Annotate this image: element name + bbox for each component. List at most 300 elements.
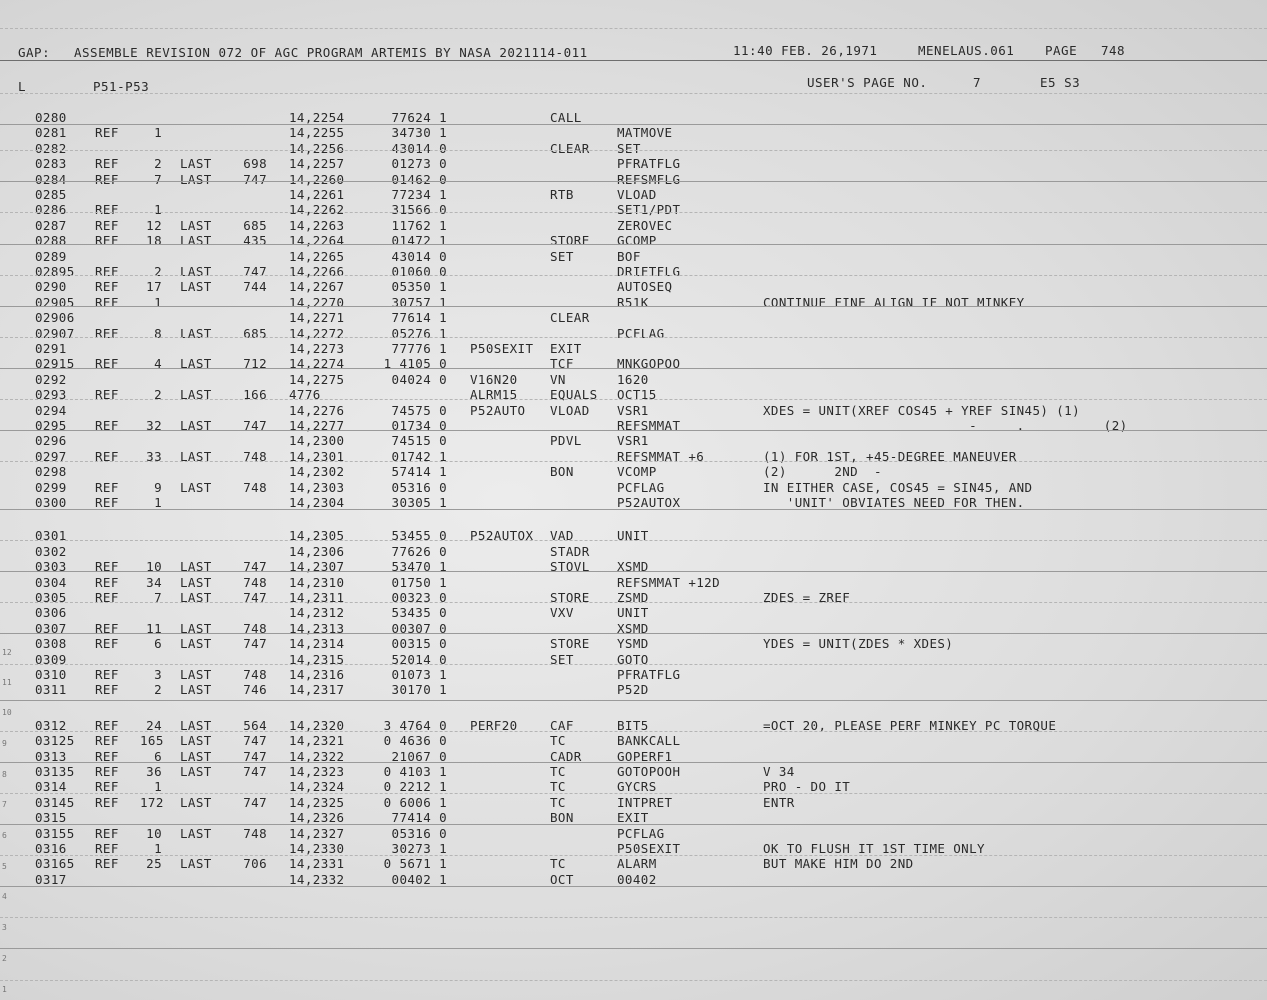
octal-code: 00315 0 [391, 636, 447, 652]
section-code: L [18, 79, 27, 94]
ref-count: 7 [154, 590, 162, 605]
operand: GYCRS [617, 779, 657, 795]
margin-mark: 12 [2, 648, 12, 657]
page-label: PAGE [1045, 43, 1078, 58]
address: 14,2266 [289, 264, 345, 279]
paper-rule [0, 28, 1267, 29]
paper-rule [0, 731, 1267, 732]
opcode: STORE [550, 233, 590, 249]
line-number: 0306 [35, 605, 67, 621]
last-label: LAST [180, 387, 212, 403]
octal-code: 01060 0 [391, 264, 447, 279]
line-number: 0291 [35, 341, 67, 356]
octal-code: 77414 0 [391, 810, 447, 826]
margin-mark: 9 [2, 739, 7, 748]
ref-label: REF [95, 171, 119, 187]
listing-row [0, 310, 1267, 326]
paper-rule [0, 430, 1267, 431]
operand: 00402 [617, 871, 657, 887]
last-page: 747 [243, 171, 267, 187]
operand: AUTOSEQ [617, 279, 673, 295]
last-label: LAST [180, 325, 212, 341]
operand: GOTOPOOH [617, 764, 681, 779]
line-number: 0304 [35, 574, 67, 590]
operand: P52D [617, 682, 649, 698]
paper-rule [0, 700, 1267, 701]
ref-count: 8 [154, 325, 162, 341]
address: 14,2317 [289, 682, 345, 698]
line-number: 0294 [35, 402, 67, 418]
last-page: 748 [243, 825, 267, 841]
octal-code: 0 4103 1 [383, 764, 447, 779]
line-number: 0293 [35, 387, 67, 403]
paper-rule [0, 181, 1267, 182]
octal-code: 52014 0 [391, 651, 447, 667]
ref-count: 2 [154, 156, 162, 172]
address: 14,2273 [289, 341, 345, 356]
address: 14,2311 [289, 590, 345, 605]
header-rule [0, 60, 1267, 61]
line-number: 0284 [35, 171, 67, 187]
last-page: 748 [243, 479, 267, 495]
last-label: LAST [180, 590, 212, 605]
octal-code: 21067 0 [391, 748, 447, 764]
ref-label: REF [95, 841, 119, 856]
section-name: P51-P53 [93, 79, 150, 94]
ref-count: 1 [154, 779, 162, 795]
octal-code: 30273 1 [391, 841, 447, 856]
address: 14,2254 [289, 110, 345, 125]
margin-mark: 7 [2, 800, 7, 809]
octal-code: 0 6006 1 [383, 794, 447, 810]
ref-count: 1 [154, 294, 162, 310]
line-number: 0299 [35, 479, 67, 495]
opcode: BON [550, 810, 574, 826]
last-page: 747 [243, 794, 267, 810]
opcode: RTB [550, 187, 574, 202]
address: 14,2320 [289, 717, 345, 733]
listing-row [0, 636, 1267, 652]
symbol-label: ALRM15 [470, 387, 518, 403]
comment: - . (2) [763, 418, 1128, 433]
paper-rule [0, 306, 1267, 307]
operand: REFSMFLG [617, 171, 681, 187]
octal-code: 0 5671 1 [383, 856, 447, 872]
line-number: 02905 [35, 294, 75, 310]
ref-count: 6 [154, 748, 162, 764]
paper-rule [0, 824, 1267, 825]
line-number: 0287 [35, 217, 67, 233]
opcode: SET [550, 651, 574, 667]
listing-row [0, 528, 1267, 544]
operand: MNKGOPOO [617, 356, 681, 372]
paper-rule [0, 917, 1267, 918]
last-page: 747 [243, 264, 267, 279]
operand: XSMD [617, 620, 649, 636]
address: 14,2315 [289, 651, 345, 667]
listing-row [0, 187, 1267, 203]
octal-code: 31566 0 [391, 202, 447, 218]
octal-code: 01734 0 [391, 418, 447, 433]
line-number: 0286 [35, 202, 67, 218]
line-number: 0289 [35, 248, 67, 264]
paper-rule [0, 244, 1267, 245]
operand: BOF [617, 248, 641, 264]
paper-rule [0, 399, 1267, 400]
last-label: LAST [180, 667, 212, 682]
ref-label: REF [95, 217, 119, 233]
line-number: 0312 [35, 717, 67, 733]
address: 14,2276 [289, 402, 345, 418]
line-number: 0313 [35, 748, 67, 764]
address: 14,2314 [289, 636, 345, 652]
last-page: 747 [243, 636, 267, 652]
paper-rule [0, 633, 1267, 634]
margin-mark: 10 [2, 708, 12, 717]
listing-row [0, 295, 1267, 311]
operand: P52AUTOX [617, 495, 681, 510]
last-page: 747 [243, 418, 267, 433]
octal-code: 05316 0 [391, 479, 447, 495]
address: 14,2263 [289, 217, 345, 233]
ref-label: REF [95, 279, 119, 295]
opcode: TC [550, 764, 566, 779]
line-number: 0292 [35, 371, 67, 387]
listing-row [0, 218, 1267, 234]
ref-count: 18 [146, 233, 162, 249]
address: 14,2324 [289, 779, 345, 795]
ref-count: 12 [146, 217, 162, 233]
address: 14,2300 [289, 433, 345, 449]
paper-rule [0, 762, 1267, 763]
line-number: 02915 [35, 356, 75, 372]
opcode: EXIT [550, 341, 582, 356]
octal-code: 53470 1 [391, 559, 447, 575]
octal-code: 04024 0 [391, 371, 447, 387]
operand: PCFLAG [617, 325, 665, 341]
opcode: EQUALS [550, 387, 598, 403]
paper-rule [0, 948, 1267, 949]
octal-code: 00307 0 [391, 620, 447, 636]
last-label: LAST [180, 733, 212, 749]
octal-code: 43014 0 [391, 248, 447, 264]
octal-code: 05350 1 [391, 279, 447, 295]
listing-row [0, 464, 1267, 480]
ref-label: REF [95, 620, 119, 636]
listing-row [0, 826, 1267, 842]
last-page: 747 [243, 559, 267, 575]
address: 14,2302 [289, 464, 345, 480]
operand: 1620 [617, 371, 649, 387]
address: 14,2312 [289, 605, 345, 621]
paper-rule [0, 212, 1267, 213]
listing-row [0, 480, 1267, 496]
paper-rule [0, 275, 1267, 276]
ref-label: REF [95, 156, 119, 172]
last-label: LAST [180, 856, 212, 872]
comment: PRO - DO IT [763, 779, 851, 795]
margin-mark: 5 [2, 862, 7, 871]
opcode: STORE [550, 636, 590, 652]
last-page: 747 [243, 764, 267, 779]
ref-label: REF [95, 448, 119, 464]
listing-row [0, 249, 1267, 265]
line-number: 0295 [35, 418, 67, 433]
listing-row [0, 279, 1267, 295]
opcode: SET [550, 248, 574, 264]
comment: BUT MAKE HIM DO 2ND [763, 856, 914, 872]
line-number: 0300 [35, 495, 67, 510]
margin-mark: 11 [2, 678, 12, 687]
octal-code: 57414 1 [391, 464, 447, 480]
listing-row [0, 605, 1267, 621]
octal-code: 01742 1 [391, 448, 447, 464]
operand: PFRATFLG [617, 156, 681, 172]
margin-mark: 6 [2, 831, 7, 840]
line-number: 0316 [35, 841, 67, 856]
last-label: LAST [180, 264, 212, 279]
ref-count: 1 [154, 495, 162, 510]
opcode: CALL [550, 110, 582, 125]
opcode: STORE [550, 590, 590, 605]
ref-count: 10 [146, 559, 162, 575]
ref-label: REF [95, 748, 119, 764]
octal-code: 3 4764 0 [383, 717, 447, 733]
operand: GOTO [617, 651, 649, 667]
paper-rule [0, 793, 1267, 794]
address: 14,2326 [289, 810, 345, 826]
opcode: STOVL [550, 559, 590, 575]
listing-row [0, 202, 1267, 218]
line-number: 0303 [35, 559, 67, 575]
paper-rule [0, 337, 1267, 338]
line-number: 0309 [35, 651, 67, 667]
ref-label: REF [95, 264, 119, 279]
line-number: 0285 [35, 187, 67, 202]
ref-count: 1 [154, 841, 162, 856]
address: 14,2260 [289, 171, 345, 187]
listing-row [0, 326, 1267, 342]
last-label: LAST [180, 574, 212, 590]
paper-rule [0, 509, 1267, 510]
timestamp: 11:40 FEB. 26,1971 [733, 43, 878, 58]
ref-label: REF [95, 574, 119, 590]
ref-count: 11 [146, 620, 162, 636]
opcode: VAD [550, 528, 574, 544]
last-page: 747 [243, 590, 267, 605]
address: 14,2270 [289, 294, 345, 310]
last-label: LAST [180, 356, 212, 372]
listing-row [0, 172, 1267, 188]
operand: GCOMP [617, 233, 657, 249]
address: 14,2277 [289, 418, 345, 433]
users-page-number: 7 [973, 75, 982, 90]
last-label: LAST [180, 156, 212, 172]
octal-code: 74575 0 [391, 402, 447, 418]
octal-code: 1 4105 0 [383, 356, 447, 372]
last-page: 435 [243, 233, 267, 249]
last-page: 712 [243, 356, 267, 372]
last-label: LAST [180, 418, 212, 433]
ref-label: REF [95, 682, 119, 698]
ref-count: 25 [146, 856, 162, 872]
line-number: 0296 [35, 433, 67, 449]
line-number: 0307 [35, 620, 67, 636]
paper-rule [0, 93, 1267, 94]
last-label: LAST [180, 559, 212, 575]
last-label: LAST [180, 794, 212, 810]
last-label: LAST [180, 479, 212, 495]
paper-rule [0, 150, 1267, 151]
octal-code: 01462 0 [391, 171, 447, 187]
last-label: LAST [180, 748, 212, 764]
listing-row [0, 544, 1267, 560]
symbol-label: V16N20 [470, 371, 518, 387]
address: 14,2262 [289, 202, 345, 218]
operand: VLOAD [617, 187, 657, 202]
line-number: 0282 [35, 140, 67, 156]
ref-label: REF [95, 856, 119, 872]
operand: REFSMMAT +6 [617, 448, 705, 464]
comment: (2) 2ND - [763, 464, 882, 480]
address: 14,2261 [289, 187, 345, 202]
address: 14,2271 [289, 310, 345, 326]
ref-label: REF [95, 717, 119, 733]
opcode: PDVL [550, 433, 582, 449]
operand: UNIT [617, 528, 649, 544]
last-page: 564 [243, 717, 267, 733]
operand: BIT5 [617, 717, 649, 733]
ref-count: 2 [154, 682, 162, 698]
listing-row [0, 156, 1267, 172]
operand: VCOMP [617, 464, 657, 480]
opcode: BON [550, 464, 574, 480]
ref-count: 33 [146, 448, 162, 464]
listing-row [0, 403, 1267, 419]
address: 14,2274 [289, 356, 345, 372]
paper-rule [0, 540, 1267, 541]
line-number: 0315 [35, 810, 67, 826]
operand: P50SEXIT [617, 841, 681, 856]
opcode: CLEAR [550, 310, 590, 326]
listing-row [0, 387, 1267, 403]
listing-row [0, 559, 1267, 575]
line-number: 0311 [35, 682, 67, 698]
operand: INTPRET [617, 794, 673, 810]
operand: REFSMMAT [617, 418, 681, 433]
comment: V 34 [763, 764, 795, 779]
comment: (1) FOR 1ST, +45-DEGREE MANEUVER [763, 448, 1017, 464]
opcode: CADR [550, 748, 582, 764]
last-page: 706 [243, 856, 267, 872]
comment: XDES = UNIT(XREF COS45 + YREF SIN45) (1) [763, 402, 1081, 418]
comment: ZDES = ZREF [763, 590, 851, 605]
page-number: 748 [1101, 43, 1126, 58]
line-number: 02907 [35, 325, 75, 341]
line-number: 0298 [35, 464, 67, 480]
comment: ENTR [763, 794, 795, 810]
symbol-label: P52AUTO [470, 402, 526, 418]
line-number: 0301 [35, 528, 67, 544]
address: 14,2331 [289, 856, 345, 872]
address: 14,2327 [289, 825, 345, 841]
octal-code: 01750 1 [391, 574, 447, 590]
octal-code: 11762 1 [391, 217, 447, 233]
octal-code: 00402 1 [391, 871, 447, 887]
operand: PCFLAG [617, 479, 665, 495]
listing-row [0, 667, 1267, 683]
last-label: LAST [180, 620, 212, 636]
last-page: 748 [243, 667, 267, 682]
operand: SET1/PDT [617, 202, 681, 218]
octal-code: 01273 0 [391, 156, 447, 172]
line-number: 0305 [35, 590, 67, 605]
paper-rule [0, 461, 1267, 462]
opcode: TC [550, 779, 566, 795]
octal-code: 01472 1 [391, 233, 447, 249]
ref-label: REF [95, 125, 119, 141]
ref-count: 165 [140, 733, 164, 749]
symbol-label: P50SEXIT [470, 341, 534, 356]
listing-row [0, 590, 1267, 606]
address: 14,2256 [289, 140, 345, 156]
line-number: 03165 [35, 856, 75, 872]
ref-label: REF [95, 325, 119, 341]
extra-code: E5 S3 [1040, 75, 1081, 90]
opcode: VXV [550, 605, 574, 621]
listing-row [0, 575, 1267, 591]
operand: MATMOVE [617, 125, 673, 141]
comment: IN EITHER CASE, COS45 = SIN45, AND [763, 479, 1033, 495]
comment: YDES = UNIT(ZDES * XDES) [763, 636, 954, 652]
ref-label: REF [95, 418, 119, 433]
margin-mark: 1 [2, 985, 7, 994]
ref-label: REF [95, 559, 119, 575]
ref-count: 3 [154, 667, 162, 682]
octal-code: 01073 1 [391, 667, 447, 682]
address: 14,2265 [289, 248, 345, 264]
address: 14,2267 [289, 279, 345, 295]
last-label: LAST [180, 636, 212, 652]
address: 14,2305 [289, 528, 345, 544]
last-label: LAST [180, 682, 212, 698]
last-label: LAST [180, 825, 212, 841]
ref-count: 172 [140, 794, 164, 810]
operand: GOPERF1 [617, 748, 673, 764]
comment: CONTINUE FINE ALIGN IF NOT MINKEY [763, 294, 1025, 310]
last-label: LAST [180, 217, 212, 233]
operand: ZSMD [617, 590, 649, 605]
opcode: CLEAR [550, 140, 590, 156]
ref-count: 6 [154, 636, 162, 652]
octal-code: 77776 1 [391, 341, 447, 356]
listing-row [0, 372, 1267, 388]
line-number: 0310 [35, 667, 67, 682]
last-label: LAST [180, 233, 212, 249]
operand: OCT15 [617, 387, 657, 403]
listing-row [0, 233, 1267, 249]
operand: SET [617, 140, 641, 156]
operand: REFSMMAT +12D [617, 574, 721, 590]
ref-count: 1 [154, 202, 162, 218]
octal-code: 30305 1 [391, 495, 447, 510]
line-number: 02895 [35, 264, 75, 279]
line-number: 02906 [35, 310, 75, 326]
paper-rule [0, 980, 1267, 981]
octal-code: 77614 1 [391, 310, 447, 326]
line-number: 0297 [35, 448, 67, 464]
operand: ZEROVEC [617, 217, 673, 233]
